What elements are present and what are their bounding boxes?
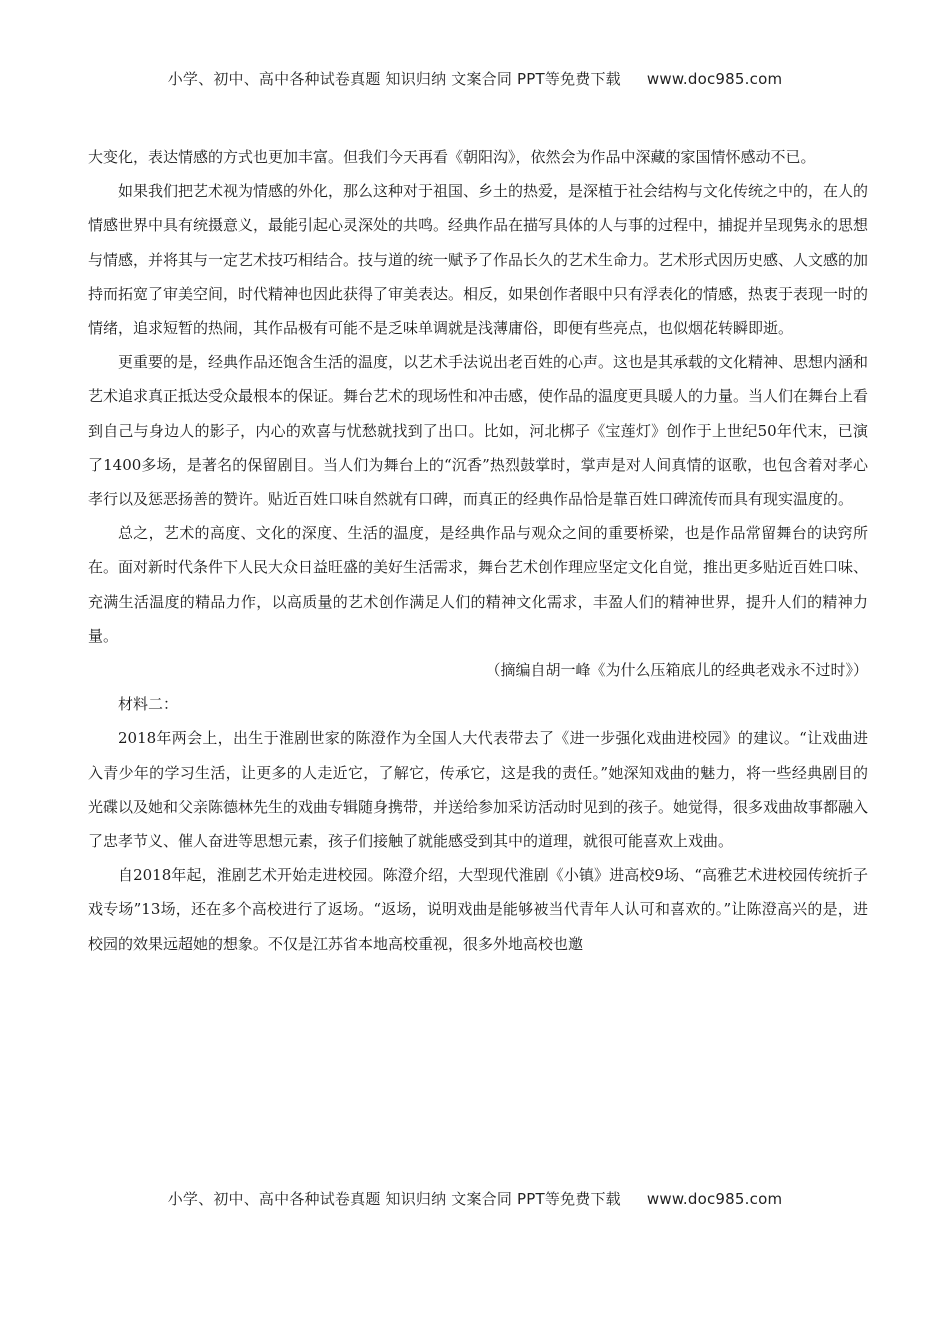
paragraph-5: 2018年两会上，出生于淮剧世家的陈澄作为全国人大代表带去了《进一步强化戏曲进校园》的建议。“让戏曲进入青少年的学习生活，让更多的人走近它，了解它，传承它，这是我的责任。”她深知戏曲的魅力，将一些经典剧目的光碟以及她和父亲陈德林先生的戏曲专辑随身携带，并送给参加采访活动时见到的孩子。她觉得，很多戏曲故事都融入了忠孝节义、催人奋进等思想元素，孩子们接触了就能感受到其中的道理，就很可能喜欢上戏曲。 [88, 729, 869, 851]
section-label: 材料二： [118, 695, 179, 714]
page-header [0, 68, 950, 89]
header-text: 小学、初中、高中各种试卷真题 知识归纳 文案合同 PPT等免费下载 [167, 70, 621, 88]
footer-url[interactable]: www.doc985.com [646, 1190, 783, 1208]
paragraph-6: 自2018年起，淮剧艺术开始走进校园。陈澄介绍，大型现代淮剧《小镇》进高校9场、“高雅艺术进校园传统折子戏专场”13场，还在多个高校进行了返场。“返场，说明戏曲是能够被当代青年人认可和喜欢的。”让陈澄高兴的是，进校园的效果远超她的想象。不仅是江苏省本地高校重视，很多外地高校也邀 [88, 866, 868, 953]
citation: （摘编自胡一峰《为什么压箱底儿的经典老戏永不过时》） [485, 661, 868, 680]
paragraph-1: 大变化，表达情感的方式也更加丰富。但我们今天再看《朝阳沟》，依然会为作品中深藏的家国情怀感动不已。 [88, 148, 816, 166]
article-body [88, 140, 868, 961]
paragraph-4: 总之，艺术的高度、文化的深度、生活的温度，是经典作品与观众之间的重要桥梁，也是作品常留舞台的诀窍所在。面对新时代条件下人民大众日益旺盛的美好生活需求，舞台艺术创作理应坚定文化自觉，推出更多贴近百姓口味、充满生活温度的精品力作，以高质量的艺术创作满足人们的精神文化需求，丰盈人们的精神世界，提升人们的精神力量。 [88, 524, 869, 645]
paragraph-2: 如果我们把艺术视为情感的外化，那么这种对于祖国、乡土的热爱，是深植于社会结构与文化传统之中的，在人的情感世界中具有统摄意义，最能引起心灵深处的共鸣。经典作品在描写具体的人与事的过程中，捕捉并呈现隽永的思想与情感，并将其与一定艺术技巧相结合。技与道的统一赋予了作品长久的艺术生命力。艺术形式因历史感、人文感的加持而拓宽了审美空间，时代精神也因此获得了审美表达。相反，如果创作者眼中只有浮表化的情感，热衷于表现一时的情绪，追求短暂的热闹，其作品极有可能不是乏味单调就是浅薄庸俗，即便有些亮点，也似烟花转瞬即逝。 [88, 182, 869, 338]
footer-text: 小学、初中、高中各种试卷真题 知识归纳 文案合同 PPT等免费下载 [167, 1190, 621, 1208]
paragraph-3: 更重要的是，经典作品还饱含生活的温度，以艺术手法说出老百姓的心声。这也是其承载的文化精神、思想内涵和艺术追求真正抵达受众最根本的保证。舞台艺术的现场性和冲击感，使作品的温度更具暖人的力量。当人们在舞台上看到自己与身边人的影子，内心的欢喜与忧愁就找到了出口。比如，河北梆子《宝莲灯》创作于上世纪50年代末，已演了1400多场，是著名的保留剧目。当人们为舞台上的“沉香”热烈鼓掌时，掌声是对人间真情的讴歌，也包含着对孝心孝行以及惩恶扬善的赞许。贴近百姓口味自然就有口碑，而真正的经典作品恰是靠百姓口碑流传而具有现实温度的。 [88, 353, 869, 509]
page-footer [0, 1188, 950, 1209]
header-url[interactable]: www.doc985.com [646, 70, 783, 88]
